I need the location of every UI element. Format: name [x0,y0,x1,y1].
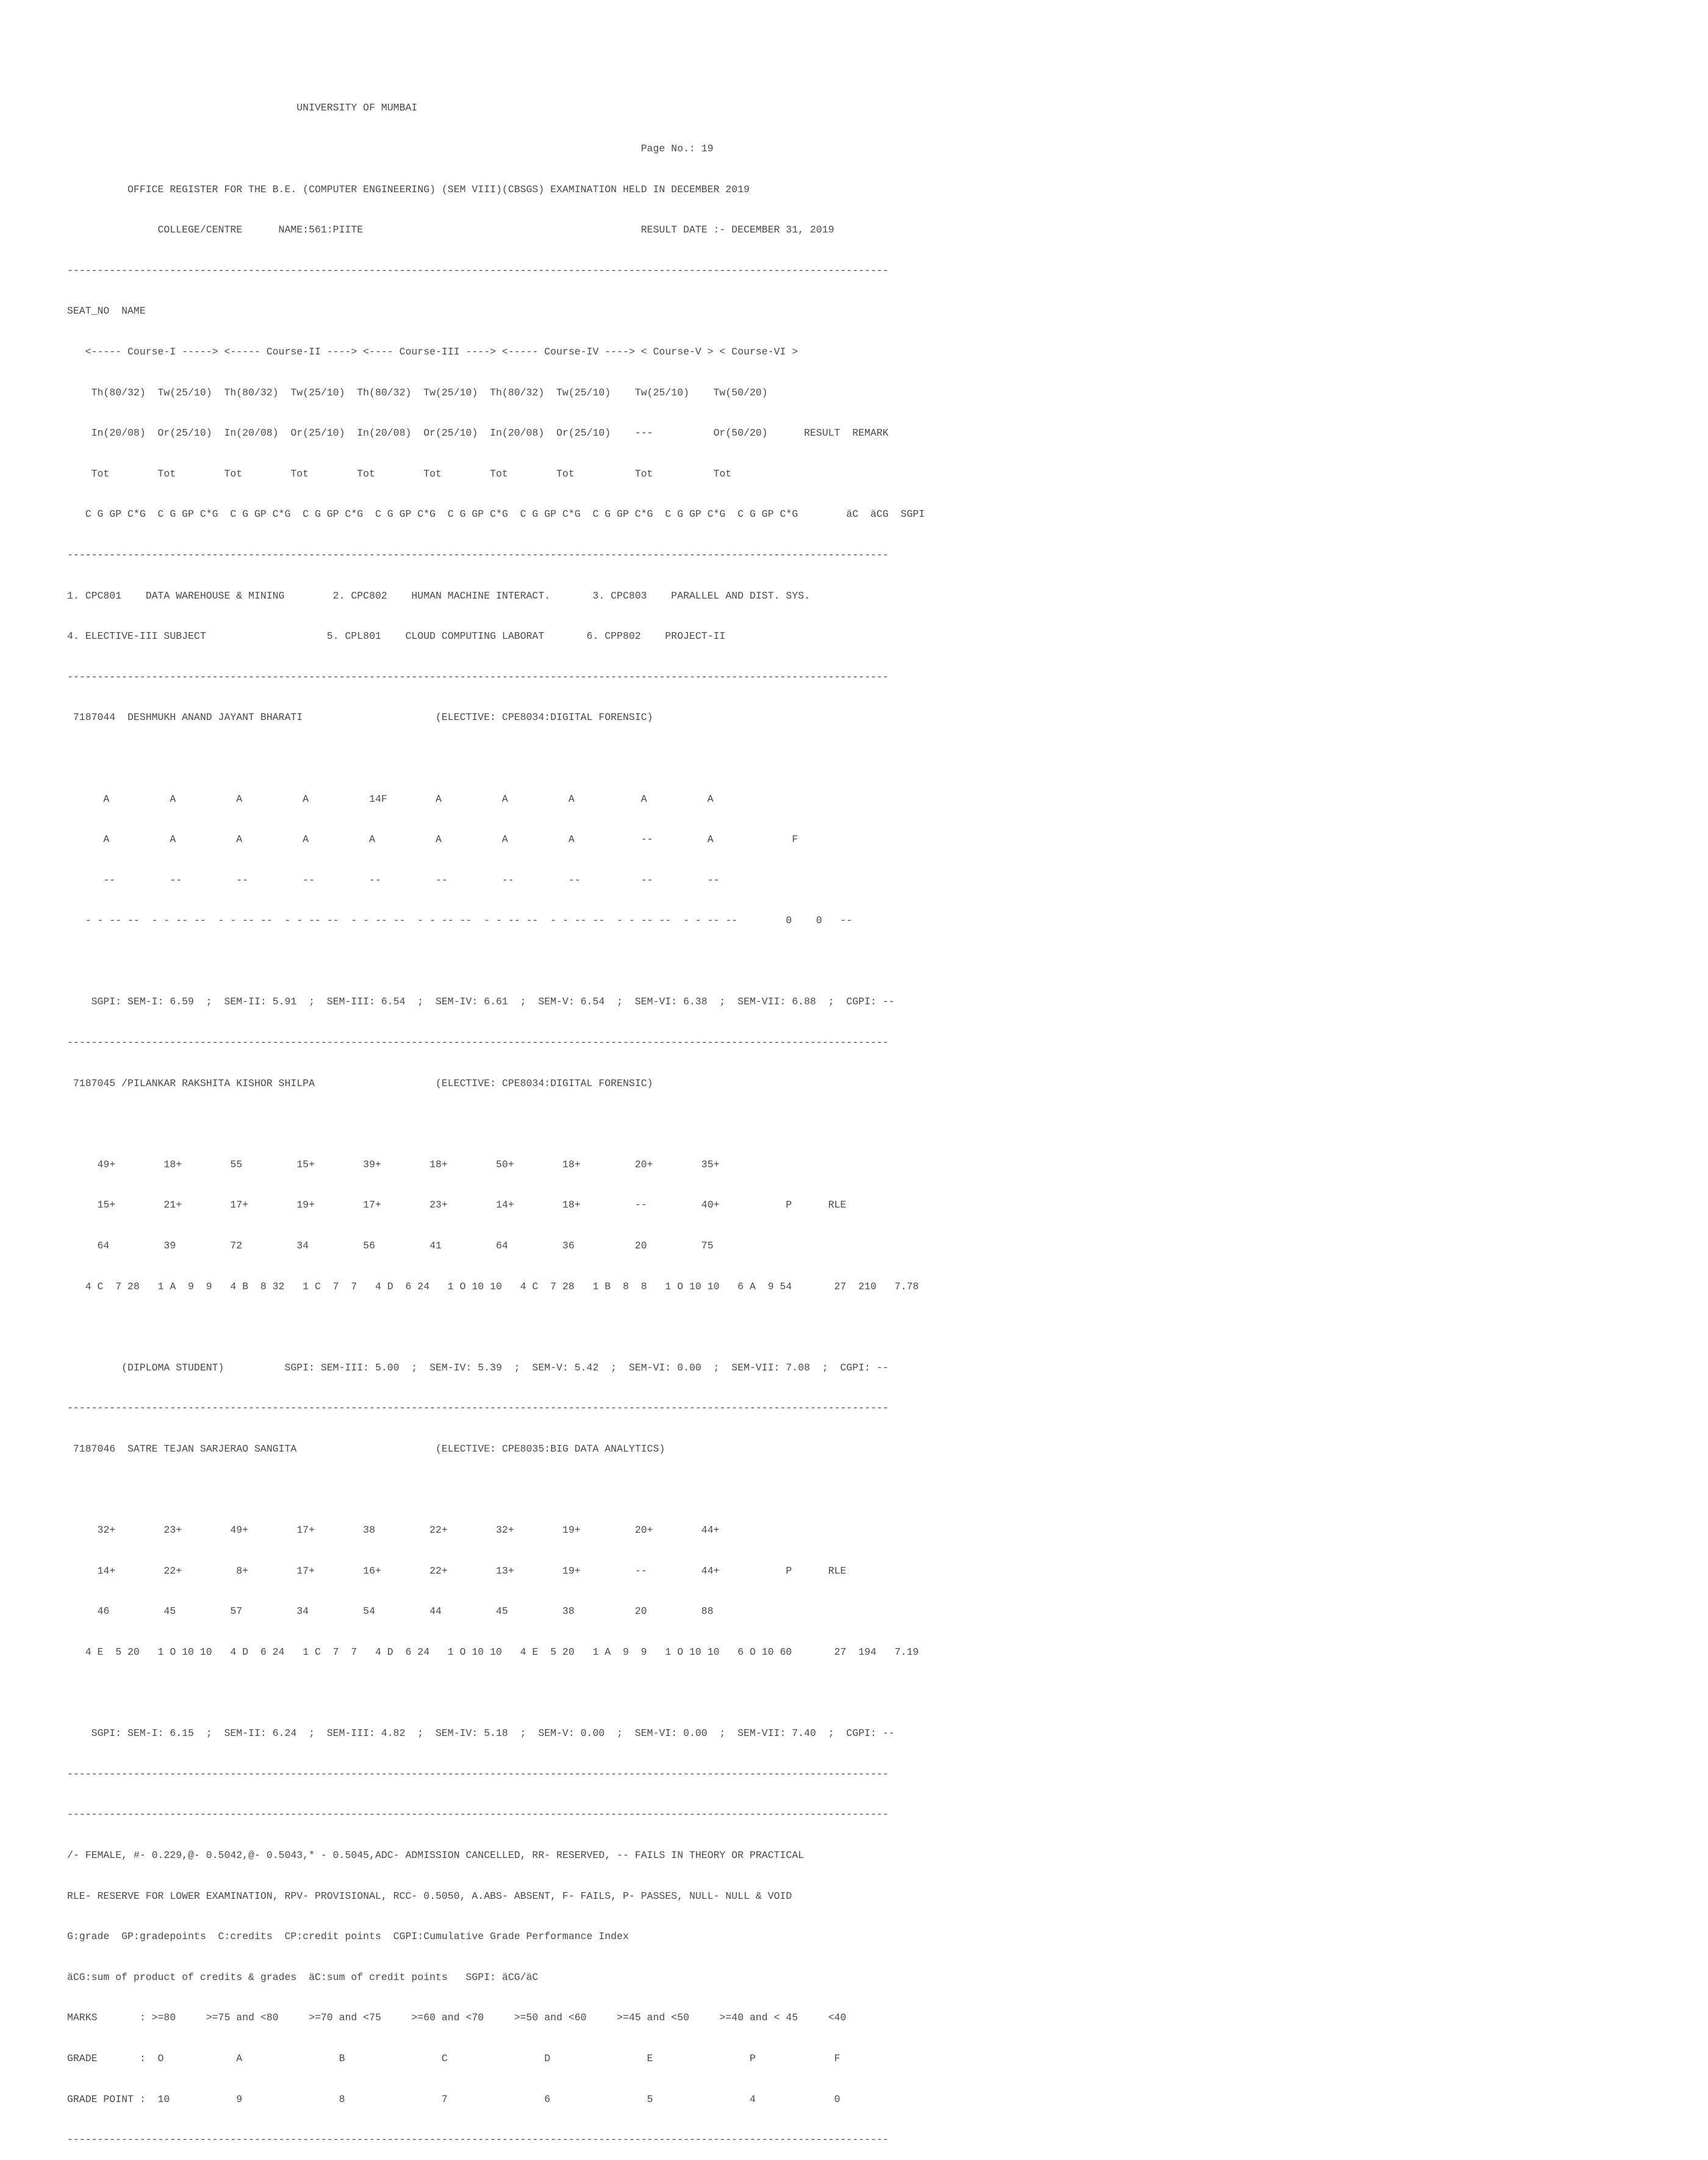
university-heading: UNIVERSITY OF MUMBAI [67,102,418,114]
grading-scale-grade-point: GRADE POINT : 10 9 8 7 6 5 4 0 [67,2093,841,2105]
student-record-7187046-header: 7187046 SATRE TEJAN SARJERAO SANGITA (ELECTIVE: CPE8035:BIG DATA ANALYTICS) [67,1443,666,1455]
student-7187046-sgpi: SGPI: SEM-I: 6.15 ; SEM-II: 6.24 ; SEM-III: 4.82 ; SEM-IV: 5.18 ; SEM-V: 0.00 ; SEM-VI: 0.00 ; SEM-VII: 7.40 ; CGPI: -- [67,1727,895,1740]
course-list-row-2: 4. ELECTIVE-III SUBJECT 5. CPL801 CLOUD COMPUTING LABORAT 6. CPP802 PROJECT-II [67,630,726,643]
separator-line: ---------------------------------------------------------------------------------------------------------------------------------------- [67,1037,889,1049]
column-header-th-tw: Th(80/32) Tw(25/10) Th(80/32) Tw(25/10) Th(80/32) Tw(25/10) Th(80/32) Tw(25/10) Tw(25/10) Tw(50/20) [67,386,768,398]
blank-line [67,955,925,968]
separator-line: ---------------------------------------------------------------------------------------------------------------------------------------- [67,1768,889,1780]
blank-line [67,1320,925,1334]
student-7187045-grade-row: 4 C 7 28 1 A 9 9 4 B 8 32 1 C 7 7 4 D 6 24 1 O 10 10 4 C 7 28 1 B 8 8 1 O 10 10 6 A 9 54 27 210 7.78 [67,1280,919,1292]
separator-line: ---------------------------------------------------------------------------------------------------------------------------------------- [67,549,889,561]
student-7187044-total-row: -- -- -- -- -- -- -- -- -- -- [67,874,720,886]
student-7187044-sgpi: SGPI: SEM-I: 6.59 ; SEM-II: 5.91 ; SEM-III: 6.54 ; SEM-IV: 6.61 ; SEM-V: 6.54 ; SEM-VI: 6.38 ; SEM-VII: 6.88 ; CGPI: -- [67,996,895,1008]
office-register-sheet [67,74,925,2160]
column-header-courses: <----- Course-I -----> <----- Course-II ----> <---- Course-III ----> <----- Course-IV ----> < Course-V > < Course-VI > [67,345,798,358]
column-header-tot: Tot Tot Tot Tot Tot Tot Tot Tot Tot Tot [67,467,732,480]
blank-line [67,1483,925,1497]
separator-line: ---------------------------------------------------------------------------------------------------------------------------------------- [67,264,889,276]
blank-line [67,752,925,765]
column-header-in-or: In(20/08) Or(25/10) In(20/08) Or(25/10) In(20/08) Or(25/10) In(20/08) Or(25/10) --- Or(50/20) RESULT REMARK [67,427,889,439]
student-7187045-internal-row: 15+ 21+ 17+ 19+ 17+ 23+ 14+ 18+ -- 40+ P RLE [67,1199,847,1211]
blank-line [67,1687,925,1700]
course-list-row-1: 1. CPC801 DATA WAREHOUSE & MINING 2. CPC802 HUMAN MACHINE INTERACT. 3. CPC803 PARALLEL AND DIST. SYS. [67,589,810,602]
student-7187046-total-row: 46 45 57 34 54 44 45 38 20 88 [67,1605,714,1618]
student-7187046-internal-row: 14+ 22+ 8+ 17+ 16+ 22+ 13+ 19+ -- 44+ P RLE [67,1564,847,1577]
legend-status-codes: RLE- RESERVE FOR LOWER EXAMINATION, RPV- PROVISIONAL, RCC- 0.5050, A.ABS- ABSENT, F- FAILS, P- PASSES, NULL- NULL & VOID [67,1890,792,1902]
blank-line [67,1117,925,1131]
grading-scale-marks: MARKS : >=80 >=75 and <80 >=70 and <75 >=60 and <70 >=50 and <60 >=45 and <50 >=40 and < 45 <40 [67,2012,847,2024]
college-result-date: COLLEGE/CENTRE NAME:561:PIITE RESULT DATE :- DECEMBER 31, 2019 [67,224,834,236]
legend-symbols: /- FEMALE, #- 0.229,@- 0.5042,@- 0.5043,* - 0.5045,ADC- ADMISSION CANCELLED, RR- RESERVED, -- FAILS IN THEORY OR PRACTICAL [67,1849,804,1861]
grading-scale-grade: GRADE : O A B C D E P F [67,2052,841,2064]
column-header-grade-points: C G GP C*G C G GP C*G C G GP C*G C G GP C*G C G GP C*G C G GP C*G C G GP C*G C G GP C*G C G GP C*G C G GP C*G äC äCG SGPI [67,508,925,520]
student-7187044-grade-row: - - -- -- - - -- -- - - -- -- - - -- -- - - -- -- - - -- -- - - -- -- - - -- -- - - -- -- - - -- -- 0 0 -- [67,915,853,927]
student-7187046-theory-row: 32+ 23+ 49+ 17+ 38 22+ 32+ 19+ 20+ 44+ [67,1524,720,1536]
separator-line: ---------------------------------------------------------------------------------------------------------------------------------------- [67,1402,889,1414]
student-7187046-grade-row: 4 E 5 20 1 O 10 10 4 D 6 24 1 C 7 7 4 D 6 24 1 O 10 10 4 E 5 20 1 A 9 9 1 O 10 10 6 O 10 60 27 194 7.19 [67,1646,919,1658]
separator-line: ---------------------------------------------------------------------------------------------------------------------------------------- [67,1809,889,1821]
student-7187044-theory-row: A A A A 14F A A A A A [67,793,714,805]
student-7187045-total-row: 64 39 72 34 56 41 64 36 20 75 [67,1240,714,1252]
legend-abbreviations: G:grade GP:gradepoints C:credits CP:credit points CGPI:Cumulative Grade Performance Index [67,1931,629,1943]
legend-formulas: äCG:sum of product of credits & grades äC:sum of credit points SGPI: äCG/äC [67,1971,539,1983]
separator-line: ---------------------------------------------------------------------------------------------------------------------------------------- [67,671,889,683]
student-record-7187045-header: 7187045 /PILANKAR RAKSHITA KISHOR SHILPA (ELECTIVE: CPE8034:DIGITAL FORENSIC) [67,1077,653,1089]
student-record-7187044-header: 7187044 DESHMUKH ANAND JAYANT BHARATI (ELECTIVE: CPE8034:DIGITAL FORENSIC) [67,711,653,724]
student-7187044-internal-row: A A A A A A A A -- A F [67,833,798,846]
student-7187045-sgpi: (DIPLOMA STUDENT) SGPI: SEM-III: 5.00 ; SEM-IV: 5.39 ; SEM-V: 5.42 ; SEM-VI: 0.00 ; SEM-VII: 7.08 ; CGPI: -- [67,1361,889,1373]
page-number: Page No.: 19 [67,143,714,154]
register-title: OFFICE REGISTER FOR THE B.E. (COMPUTER ENGINEERING) (SEM VIII)(CBSGS) EXAMINATION HELD IN DECEMBER 2019 [67,183,750,195]
student-7187045-theory-row: 49+ 18+ 55 15+ 39+ 18+ 50+ 18+ 20+ 35+ [67,1158,720,1170]
column-header-seat-name: SEAT_NO NAME [67,305,146,317]
separator-line: ---------------------------------------------------------------------------------------------------------------------------------------- [67,2134,889,2146]
